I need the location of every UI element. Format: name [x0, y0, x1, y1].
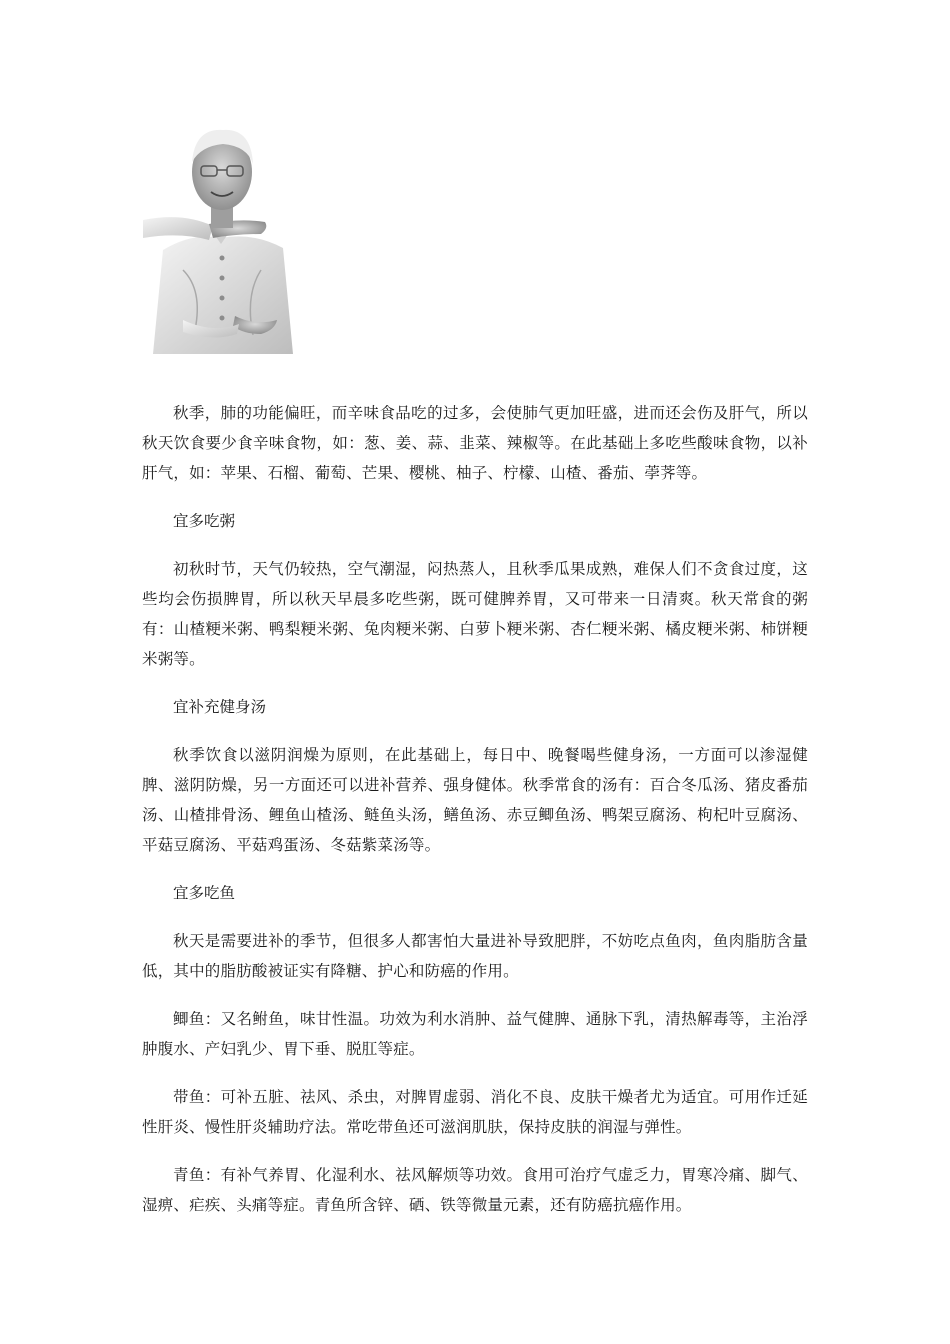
- soup-paragraph: 秋季饮食以滋阴润燥为原则，在此基础上，每日中、晚餐喝些健身汤，一方面可以渗湿健脾、滋阴防燥，另一方面还可以进补营养、强身健体。秋季常食的汤有：百合冬瓜汤、猪皮番茄汤、山楂排骨汤、鲤鱼山楂汤、鲢鱼头汤，鳝鱼汤、赤豆鲫鱼汤、鸭架豆腐汤、枸杞叶豆腐汤、平菇豆腐汤、平菇鸡蛋汤、冬菇紫菜汤等。: [142, 746, 808, 854]
- hairtail-paragraph: 带鱼：可补五脏、祛风、杀虫，对脾胃虚弱、消化不良、皮肤干燥者尤为适宜。可用作迁延性肝炎、慢性肝炎辅助疗法。常吃带鱼还可滋润肌肤，保持皮肤的润湿与弹性。: [142, 1088, 808, 1136]
- article-body: [142, 398, 808, 1238]
- porridge-heading: 宜多吃粥: [173, 512, 236, 530]
- elderly-man-tai-chi-photo: [143, 120, 299, 354]
- fish-heading: 宜多吃鱼: [173, 884, 236, 902]
- fish-paragraph: 秋天是需要进补的季节，但很多人都害怕大量进补导致肥胖，不妨吃点鱼肉，鱼肉脂肪含量低，其中的脂肪酸被证实有降糖、护心和防癌的作用。: [142, 932, 808, 980]
- crucian-paragraph: 鲫鱼：又名鲋鱼，味甘性温。功效为利水消肿、益气健脾、通脉下乳，清热解毒等，主治浮肿腹水、产妇乳少、胃下垂、脱肛等症。: [142, 1010, 808, 1058]
- intro-paragraph: 秋季，肺的功能偏旺，而辛味食品吃的过多，会使肺气更加旺盛，进而还会伤及肝气，所以秋天饮食要少食辛味食物，如：葱、姜、蒜、韭菜、辣椒等。在此基础上多吃些酸味食物，以补肝气，如：苹果、石榴、葡萄、芒果、樱桃、柚子、柠檬、山楂、番茄、荸荠等。: [142, 404, 808, 482]
- herring-paragraph: 青鱼：有补气养胃、化湿利水、祛风解烦等功效。食用可治疗气虚乏力，胃寒冷痛、脚气、湿痹、疟疾、头痛等症。青鱼所含锌、硒、铁等微量元素，还有防癌抗癌作用。: [142, 1166, 808, 1214]
- porridge-paragraph: 初秋时节，天气仍较热，空气潮湿，闷热蒸人，且秋季瓜果成熟，难保人们不贪食过度，这些均会伤损脾胃，所以秋天早晨多吃些粥，既可健脾养胃，又可带来一日清爽。秋天常食的粥有：山楂粳米粥、鸭梨粳米粥、兔肉粳米粥、白萝卜粳米粥、杏仁粳米粥、橘皮粳米粥、柿饼粳米粥等。: [142, 560, 808, 668]
- soup-heading: 宜补充健身汤: [173, 698, 267, 716]
